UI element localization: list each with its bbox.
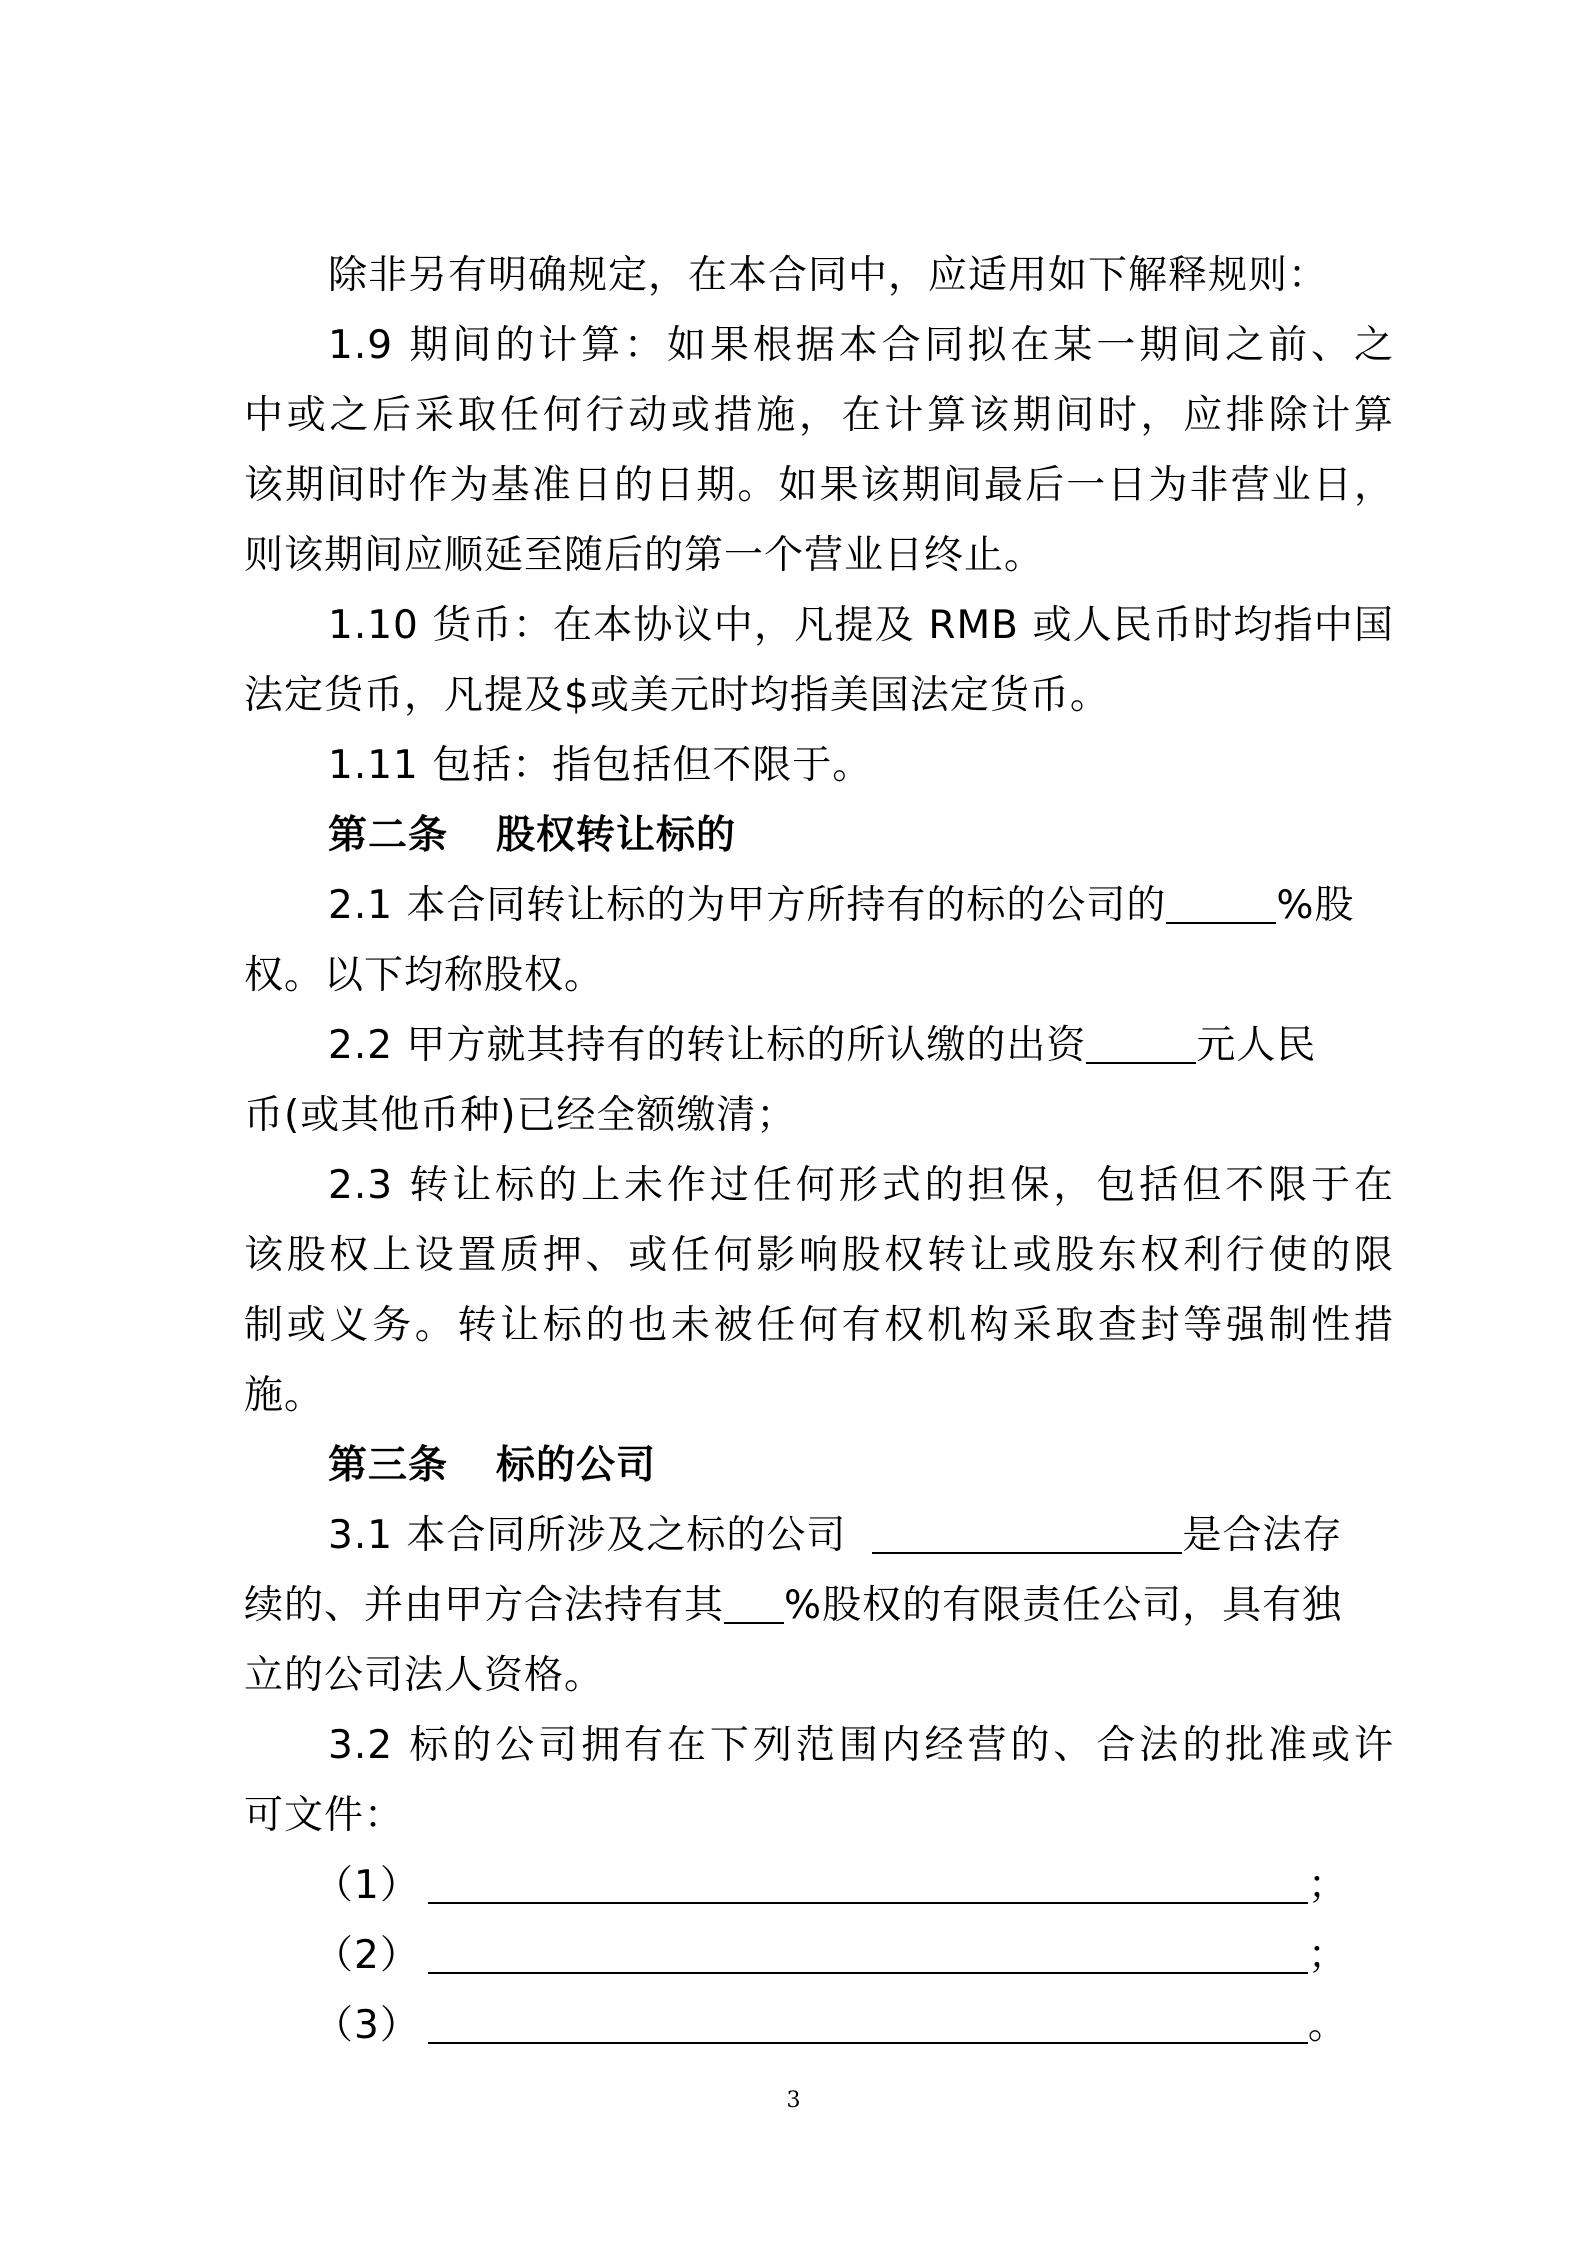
list-end: ； <box>1307 1933 1348 1978</box>
list-end: 。 <box>1307 2003 1348 2048</box>
page-number: 3 <box>786 2088 801 2113</box>
list-blank <box>428 1858 1308 1904</box>
clause-line: 1.9 期间的计算：如果根据本合同拟在某一期间之前、之 <box>328 323 1394 368</box>
list-label: （3） <box>314 2003 420 2048</box>
list-item <box>244 1851 1394 1921</box>
article-title: 股权转让标的 <box>496 813 737 858</box>
clause-text: %股 <box>1276 883 1355 928</box>
clause-line: 则该期间应顺延至随后的第一个营业日终止。 <box>244 533 1045 578</box>
clause-line <box>244 871 1394 941</box>
list-blank <box>428 1998 1308 2044</box>
clause-text: 2.2 甲方就其持有的转让标的所认缴的出资 <box>328 1023 1087 1068</box>
clause-line <box>244 1571 1394 1641</box>
clause-text: 元人民 <box>1196 1023 1317 1068</box>
clause-line: 1.10 货币：在本协议中，凡提及 RMB 或人民币时均指中国 <box>328 603 1394 648</box>
clause-text: %股权的有限责任公司，具有独 <box>784 1583 1343 1628</box>
clause-line: 该期间时作为基准日的日期。如果该期间最后一日为非营业日， <box>244 463 1394 508</box>
clause-2-1 <box>244 871 1394 1011</box>
clause-2-3 <box>244 1151 1394 1431</box>
license-list <box>244 1851 1394 2061</box>
clause-text: 是合法存 <box>1182 1513 1343 1558</box>
article-number: 第二条 <box>328 813 449 858</box>
article-number: 第三条 <box>328 1443 449 1488</box>
clause-text: 3.1 本合同所涉及之标的公司 <box>328 1513 847 1558</box>
clause-line <box>244 1011 1394 1081</box>
clause-1-10 <box>244 591 1394 731</box>
article-title: 标的公司 <box>496 1443 657 1488</box>
list-blank <box>428 1928 1308 1974</box>
clause-3-2 <box>244 1711 1394 1851</box>
percentage-blank <box>1166 878 1276 924</box>
percentage-blank <box>724 1578 784 1624</box>
clause-line: 3.2 标的公司拥有在下列范围内经营的、合法的批准或许 <box>328 1723 1394 1768</box>
list-label: （1） <box>314 1863 420 1908</box>
clause-3-1 <box>244 1501 1394 1711</box>
clause-text: 续的、并由甲方合法持有其 <box>244 1583 725 1628</box>
intro-paragraph: 除非另有明确规定，在本合同中，应适用如下解释规则： <box>328 253 1329 298</box>
clause-1-11: 1.11 包括：指包括但不限于。 <box>328 743 873 788</box>
clause-line: 2.3 转让标的上未作过任何形式的担保，包括但不限于在 <box>328 1163 1394 1208</box>
clause-line: 该股权上设置质押、或任何影响股权转让或股东权利行使的限 <box>244 1233 1394 1278</box>
document-body <box>244 241 1394 2061</box>
clause-line: 法定货币，凡提及$或美元时均指美国法定货币。 <box>244 673 1110 718</box>
clause-line: 可文件： <box>244 1793 405 1838</box>
clause-2-2 <box>244 1011 1394 1151</box>
list-end: ； <box>1307 1863 1348 1908</box>
clause-text: 2.1 本合同转让标的为甲方所持有的标的公司的 <box>328 883 1167 928</box>
clause-line: 制或义务。转让标的也未被任何有权机构采取查封等强制性措 <box>244 1303 1394 1348</box>
amount-blank <box>1086 1018 1196 1064</box>
list-item <box>244 1991 1394 2061</box>
clause-line: 币(或其他币种)已经全额缴清； <box>244 1093 797 1138</box>
article-3-heading <box>244 1431 1394 1501</box>
clause-line: 中或之后采取任何行动或措施，在计算该期间时，应排除计算 <box>244 393 1394 438</box>
article-2-heading <box>244 801 1394 871</box>
clause-line: 施。 <box>244 1373 325 1418</box>
clause-line: 权。以下均称股权。 <box>244 953 605 998</box>
clause-line: 立的公司法人资格。 <box>244 1653 605 1698</box>
clause-1-9 <box>244 311 1394 591</box>
list-label: （2） <box>314 1933 420 1978</box>
clause-line <box>244 1501 1394 1571</box>
list-item <box>244 1921 1394 1991</box>
company-name-blank <box>872 1508 1182 1554</box>
